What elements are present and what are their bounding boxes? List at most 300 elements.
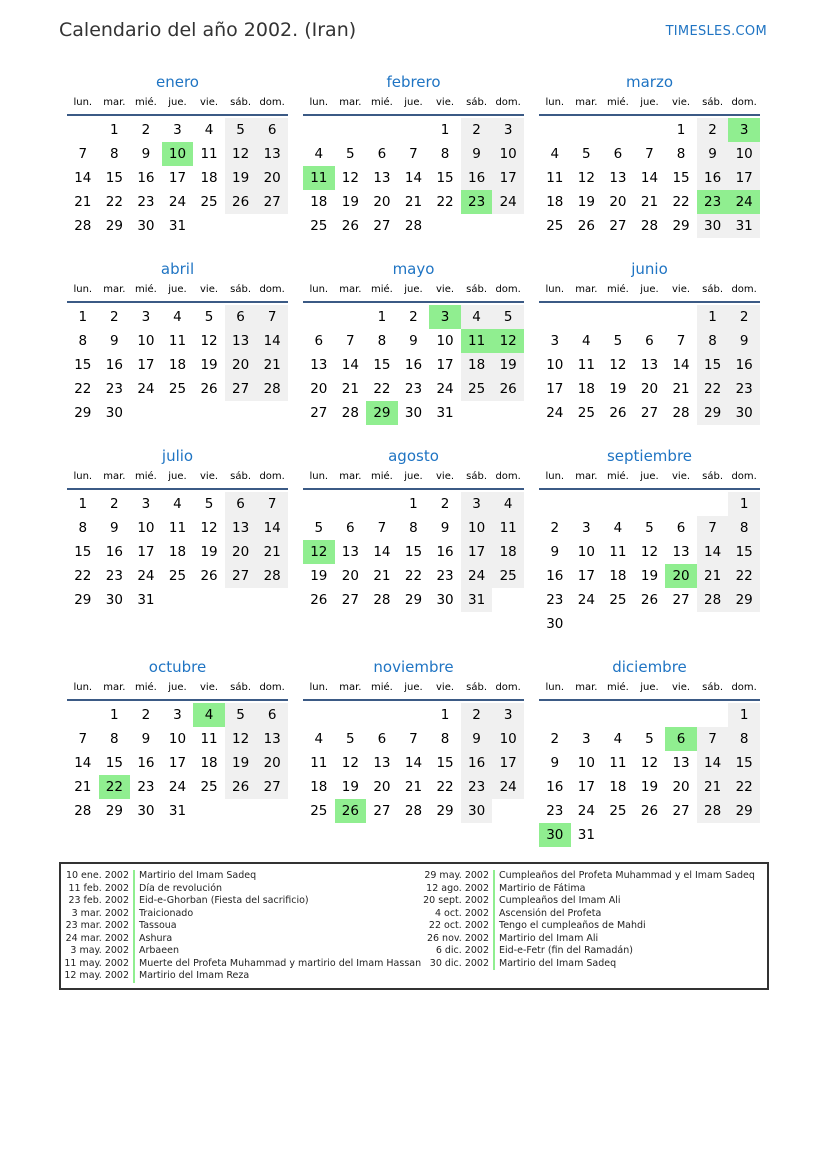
day-cell[interactable]: 29: [404, 592, 423, 608]
day-cell[interactable]: 6: [613, 146, 623, 162]
day-cell[interactable]: 16: [728, 353, 760, 377]
day-cell[interactable]: 7: [256, 492, 288, 516]
day-cell[interactable]: 17: [728, 166, 760, 190]
day-cell[interactable]: 19: [341, 194, 359, 210]
day-cell[interactable]: 12: [341, 755, 359, 771]
day-cell[interactable]: 2: [141, 707, 151, 723]
day-cell[interactable]: 27: [672, 803, 690, 819]
day-cell[interactable]: 5: [225, 703, 257, 727]
day-cell[interactable]: 16: [137, 170, 155, 186]
day-cell[interactable]: 13: [256, 727, 288, 751]
holiday-day-cell[interactable]: 30: [539, 823, 571, 847]
day-cell[interactable]: 11: [168, 520, 187, 536]
day-cell[interactable]: 18: [492, 540, 524, 564]
day-cell[interactable]: 5: [346, 731, 355, 747]
day-cell[interactable]: 25: [310, 803, 328, 819]
day-cell[interactable]: 7: [697, 516, 729, 540]
day-cell[interactable]: 14: [256, 329, 288, 353]
day-cell[interactable]: 13: [672, 755, 690, 771]
day-cell[interactable]: 19: [310, 568, 328, 584]
day-cell[interactable]: 30: [436, 592, 454, 608]
day-cell[interactable]: 8: [377, 333, 387, 349]
day-cell[interactable]: 21: [74, 779, 92, 795]
day-cell[interactable]: 15: [105, 170, 123, 186]
day-cell[interactable]: 22: [672, 194, 690, 210]
day-cell[interactable]: 6: [645, 333, 654, 349]
holiday-day-cell[interactable]: 24: [728, 190, 760, 214]
day-cell[interactable]: 24: [168, 194, 187, 210]
day-cell[interactable]: 3: [582, 520, 591, 536]
day-cell[interactable]: 25: [200, 194, 218, 210]
day-cell[interactable]: 2: [440, 496, 450, 512]
day-cell[interactable]: 26: [225, 190, 257, 214]
day-cell[interactable]: 2: [461, 703, 493, 727]
day-cell[interactable]: 26: [225, 775, 257, 799]
day-cell[interactable]: 7: [645, 146, 654, 162]
day-cell[interactable]: 3: [492, 703, 524, 727]
day-cell[interactable]: 11: [200, 731, 218, 747]
day-cell[interactable]: 15: [728, 540, 760, 564]
day-cell[interactable]: 15: [672, 170, 690, 186]
day-cell[interactable]: 21: [74, 194, 92, 210]
day-cell[interactable]: 14: [697, 751, 729, 775]
day-cell[interactable]: 18: [577, 381, 595, 397]
day-cell[interactable]: 19: [225, 751, 257, 775]
day-cell[interactable]: 12: [225, 727, 257, 751]
day-cell[interactable]: 8: [697, 329, 729, 353]
day-cell[interactable]: 17: [577, 568, 595, 584]
day-cell[interactable]: 16: [546, 568, 564, 584]
holiday-day-cell[interactable]: 26: [335, 799, 367, 823]
day-cell[interactable]: 28: [697, 588, 729, 612]
day-cell[interactable]: 10: [492, 727, 524, 751]
holiday-day-cell[interactable]: 4: [193, 703, 225, 727]
day-cell[interactable]: 1: [78, 309, 88, 325]
day-cell[interactable]: 14: [341, 357, 359, 373]
day-cell[interactable]: 15: [697, 353, 729, 377]
day-cell[interactable]: 28: [74, 803, 92, 819]
day-cell[interactable]: 25: [168, 381, 187, 397]
day-cell[interactable]: 5: [492, 305, 524, 329]
day-cell[interactable]: 18: [310, 779, 328, 795]
day-cell[interactable]: 13: [373, 170, 391, 186]
day-cell[interactable]: 30: [105, 405, 123, 421]
day-cell[interactable]: 4: [582, 333, 591, 349]
day-cell[interactable]: 22: [436, 779, 454, 795]
day-cell[interactable]: 16: [461, 166, 493, 190]
day-cell[interactable]: 21: [697, 564, 729, 588]
day-cell[interactable]: 24: [168, 779, 187, 795]
day-cell[interactable]: 31: [436, 405, 454, 421]
day-cell[interactable]: 3: [492, 118, 524, 142]
day-cell[interactable]: 19: [609, 381, 627, 397]
day-cell[interactable]: 9: [550, 755, 560, 771]
day-cell[interactable]: 25: [546, 218, 564, 234]
day-cell[interactable]: 3: [141, 496, 151, 512]
day-cell[interactable]: 4: [550, 146, 560, 162]
day-cell[interactable]: 10: [137, 520, 155, 536]
day-cell[interactable]: 23: [546, 592, 564, 608]
day-cell[interactable]: 22: [697, 377, 729, 401]
day-cell[interactable]: 20: [310, 381, 328, 397]
day-cell[interactable]: 8: [409, 520, 418, 536]
day-cell[interactable]: 21: [640, 194, 659, 210]
day-cell[interactable]: 19: [225, 166, 257, 190]
day-cell[interactable]: 24: [137, 381, 155, 397]
day-cell[interactable]: 10: [137, 333, 155, 349]
day-cell[interactable]: 21: [256, 353, 288, 377]
day-cell[interactable]: 24: [546, 405, 564, 421]
day-cell[interactable]: 12: [200, 520, 218, 536]
day-cell[interactable]: 6: [256, 118, 288, 142]
day-cell[interactable]: 30: [697, 214, 729, 238]
day-cell[interactable]: 4: [204, 122, 214, 138]
day-cell[interactable]: 5: [204, 309, 214, 325]
day-cell[interactable]: 22: [404, 568, 423, 584]
day-cell[interactable]: 31: [461, 588, 493, 612]
holiday-day-cell[interactable]: 22: [99, 775, 131, 799]
day-cell[interactable]: 28: [697, 799, 729, 823]
day-cell[interactable]: 11: [200, 146, 218, 162]
day-cell[interactable]: 20: [225, 353, 257, 377]
day-cell[interactable]: 9: [728, 329, 760, 353]
day-cell[interactable]: 8: [440, 731, 450, 747]
day-cell[interactable]: 25: [609, 803, 627, 819]
day-cell[interactable]: 9: [141, 731, 151, 747]
day-cell[interactable]: 3: [141, 309, 151, 325]
day-cell[interactable]: 1: [409, 496, 418, 512]
day-cell[interactable]: 18: [546, 194, 564, 210]
day-cell[interactable]: 9: [697, 142, 729, 166]
day-cell[interactable]: 11: [609, 544, 627, 560]
day-cell[interactable]: 1: [697, 305, 729, 329]
day-cell[interactable]: 27: [225, 377, 257, 401]
site-logo[interactable]: TIMESLES.COM: [665, 24, 767, 39]
day-cell[interactable]: 10: [461, 516, 493, 540]
day-cell[interactable]: 20: [225, 540, 257, 564]
day-cell[interactable]: 1: [440, 122, 450, 138]
day-cell[interactable]: 24: [461, 564, 493, 588]
day-cell[interactable]: 12: [609, 357, 627, 373]
day-cell[interactable]: 26: [200, 568, 218, 584]
day-cell[interactable]: 7: [78, 146, 88, 162]
day-cell[interactable]: 19: [341, 779, 359, 795]
day-cell[interactable]: 11: [577, 357, 595, 373]
day-cell[interactable]: 8: [728, 516, 760, 540]
day-cell[interactable]: 10: [436, 333, 454, 349]
day-cell[interactable]: 17: [137, 544, 155, 560]
day-cell[interactable]: 28: [404, 803, 423, 819]
day-cell[interactable]: 27: [609, 218, 627, 234]
day-cell[interactable]: 13: [341, 544, 359, 560]
day-cell[interactable]: 8: [676, 146, 686, 162]
day-cell[interactable]: 9: [141, 146, 151, 162]
day-cell[interactable]: 1: [110, 122, 119, 138]
day-cell[interactable]: 25: [461, 377, 493, 401]
day-cell[interactable]: 21: [672, 381, 690, 397]
day-cell[interactable]: 31: [137, 592, 155, 608]
day-cell[interactable]: 29: [672, 218, 690, 234]
day-cell[interactable]: 20: [373, 779, 391, 795]
day-cell[interactable]: 4: [613, 520, 623, 536]
day-cell[interactable]: 25: [577, 405, 595, 421]
day-cell[interactable]: 26: [640, 803, 659, 819]
day-cell[interactable]: 23: [105, 381, 123, 397]
day-cell[interactable]: 14: [256, 516, 288, 540]
day-cell[interactable]: 16: [105, 544, 123, 560]
day-cell[interactable]: 26: [492, 377, 524, 401]
day-cell[interactable]: 28: [74, 218, 92, 234]
day-cell[interactable]: 7: [697, 727, 729, 751]
day-cell[interactable]: 23: [137, 194, 155, 210]
day-cell[interactable]: 23: [461, 775, 493, 799]
day-cell[interactable]: 11: [492, 516, 524, 540]
day-cell[interactable]: 9: [461, 142, 493, 166]
day-cell[interactable]: 17: [577, 779, 595, 795]
day-cell[interactable]: 26: [577, 218, 595, 234]
day-cell[interactable]: 4: [173, 496, 182, 512]
day-cell[interactable]: 19: [200, 357, 218, 373]
day-cell[interactable]: 28: [404, 218, 423, 234]
day-cell[interactable]: 20: [373, 194, 391, 210]
day-cell[interactable]: 28: [373, 592, 391, 608]
day-cell[interactable]: 26: [200, 381, 218, 397]
day-cell[interactable]: 16: [404, 357, 423, 373]
day-cell[interactable]: 6: [256, 703, 288, 727]
day-cell[interactable]: 2: [461, 118, 493, 142]
day-cell[interactable]: 10: [168, 731, 187, 747]
day-cell[interactable]: 9: [110, 333, 119, 349]
day-cell[interactable]: 18: [200, 170, 218, 186]
day-cell[interactable]: 31: [728, 214, 760, 238]
day-cell[interactable]: 24: [577, 803, 595, 819]
day-cell[interactable]: 31: [577, 827, 595, 843]
day-cell[interactable]: 16: [436, 544, 454, 560]
day-cell[interactable]: 13: [672, 544, 690, 560]
day-cell[interactable]: 29: [105, 218, 123, 234]
day-cell[interactable]: 15: [74, 544, 92, 560]
day-cell[interactable]: 2: [110, 309, 119, 325]
day-cell[interactable]: 4: [461, 305, 493, 329]
day-cell[interactable]: 15: [404, 544, 423, 560]
day-cell[interactable]: 29: [728, 799, 760, 823]
day-cell[interactable]: 14: [404, 170, 423, 186]
day-cell[interactable]: 1: [676, 122, 686, 138]
day-cell[interactable]: 22: [728, 564, 760, 588]
day-cell[interactable]: 12: [577, 170, 595, 186]
day-cell[interactable]: 7: [409, 146, 418, 162]
day-cell[interactable]: 1: [728, 492, 760, 516]
day-cell[interactable]: 31: [168, 218, 187, 234]
day-cell[interactable]: 1: [728, 703, 760, 727]
day-cell[interactable]: 30: [728, 401, 760, 425]
day-cell[interactable]: 21: [404, 194, 423, 210]
day-cell[interactable]: 13: [640, 357, 659, 373]
day-cell[interactable]: 6: [377, 731, 387, 747]
day-cell[interactable]: 24: [492, 775, 524, 799]
day-cell[interactable]: 20: [341, 568, 359, 584]
day-cell[interactable]: 4: [314, 146, 324, 162]
day-cell[interactable]: 11: [609, 755, 627, 771]
day-cell[interactable]: 21: [373, 568, 391, 584]
day-cell[interactable]: 26: [640, 592, 659, 608]
day-cell[interactable]: 30: [137, 803, 155, 819]
day-cell[interactable]: 22: [436, 194, 454, 210]
day-cell[interactable]: 7: [78, 731, 88, 747]
day-cell[interactable]: 15: [436, 170, 454, 186]
day-cell[interactable]: 16: [546, 779, 564, 795]
day-cell[interactable]: 27: [256, 775, 288, 799]
day-cell[interactable]: 14: [373, 544, 391, 560]
day-cell[interactable]: 23: [436, 568, 454, 584]
day-cell[interactable]: 9: [440, 520, 450, 536]
holiday-day-cell[interactable]: 23: [461, 190, 493, 214]
day-cell[interactable]: 5: [204, 496, 214, 512]
day-cell[interactable]: 22: [105, 194, 123, 210]
day-cell[interactable]: 23: [728, 377, 760, 401]
day-cell[interactable]: 22: [74, 568, 92, 584]
day-cell[interactable]: 5: [645, 520, 654, 536]
day-cell[interactable]: 10: [546, 357, 564, 373]
day-cell[interactable]: 29: [105, 803, 123, 819]
holiday-day-cell[interactable]: 10: [162, 142, 194, 166]
day-cell[interactable]: 22: [373, 381, 391, 397]
day-cell[interactable]: 4: [492, 492, 524, 516]
day-cell[interactable]: 27: [341, 592, 359, 608]
day-cell[interactable]: 5: [613, 333, 623, 349]
day-cell[interactable]: 24: [436, 381, 454, 397]
day-cell[interactable]: 8: [110, 731, 119, 747]
day-cell[interactable]: 8: [440, 146, 450, 162]
day-cell[interactable]: 28: [256, 377, 288, 401]
day-cell[interactable]: 10: [728, 142, 760, 166]
day-cell[interactable]: 3: [173, 122, 182, 138]
day-cell[interactable]: 13: [609, 170, 627, 186]
holiday-day-cell[interactable]: 11: [303, 166, 335, 190]
day-cell[interactable]: 7: [409, 731, 418, 747]
day-cell[interactable]: 26: [341, 218, 359, 234]
day-cell[interactable]: 8: [110, 146, 119, 162]
day-cell[interactable]: 18: [168, 357, 187, 373]
day-cell[interactable]: 29: [436, 803, 454, 819]
day-cell[interactable]: 6: [377, 146, 387, 162]
day-cell[interactable]: 11: [546, 170, 564, 186]
day-cell[interactable]: 19: [200, 544, 218, 560]
day-cell[interactable]: 12: [225, 142, 257, 166]
day-cell[interactable]: 12: [640, 755, 659, 771]
day-cell[interactable]: 25: [609, 592, 627, 608]
day-cell[interactable]: 26: [609, 405, 627, 421]
day-cell[interactable]: 29: [728, 588, 760, 612]
day-cell[interactable]: 28: [341, 405, 359, 421]
day-cell[interactable]: 27: [640, 405, 659, 421]
day-cell[interactable]: 15: [373, 357, 391, 373]
day-cell[interactable]: 29: [697, 401, 729, 425]
day-cell[interactable]: 21: [256, 540, 288, 564]
day-cell[interactable]: 25: [168, 568, 187, 584]
day-cell[interactable]: 8: [728, 727, 760, 751]
day-cell[interactable]: 30: [137, 218, 155, 234]
day-cell[interactable]: 18: [168, 544, 187, 560]
day-cell[interactable]: 8: [78, 333, 88, 349]
day-cell[interactable]: 21: [341, 381, 359, 397]
day-cell[interactable]: 1: [440, 707, 450, 723]
day-cell[interactable]: 27: [256, 190, 288, 214]
day-cell[interactable]: 5: [645, 731, 654, 747]
day-cell[interactable]: 23: [137, 779, 155, 795]
day-cell[interactable]: 6: [314, 333, 324, 349]
day-cell[interactable]: 15: [74, 357, 92, 373]
day-cell[interactable]: 19: [640, 779, 659, 795]
day-cell[interactable]: 5: [314, 520, 324, 536]
day-cell[interactable]: 7: [377, 520, 387, 536]
day-cell[interactable]: 28: [256, 564, 288, 588]
day-cell[interactable]: 9: [550, 544, 560, 560]
day-cell[interactable]: 17: [492, 166, 524, 190]
day-cell[interactable]: 2: [550, 520, 560, 536]
day-cell[interactable]: 20: [256, 751, 288, 775]
day-cell[interactable]: 20: [672, 779, 690, 795]
day-cell[interactable]: 24: [492, 190, 524, 214]
day-cell[interactable]: 5: [346, 146, 355, 162]
day-cell[interactable]: 29: [74, 405, 92, 421]
day-cell[interactable]: 12: [200, 333, 218, 349]
day-cell[interactable]: 27: [310, 405, 328, 421]
day-cell[interactable]: 16: [461, 751, 493, 775]
day-cell[interactable]: 27: [373, 218, 391, 234]
day-cell[interactable]: 25: [200, 779, 218, 795]
holiday-day-cell[interactable]: 12: [492, 329, 524, 353]
day-cell[interactable]: 26: [310, 592, 328, 608]
day-cell[interactable]: 28: [640, 218, 659, 234]
day-cell[interactable]: 30: [404, 405, 423, 421]
day-cell[interactable]: 1: [78, 496, 88, 512]
day-cell[interactable]: 19: [492, 353, 524, 377]
day-cell[interactable]: 17: [492, 751, 524, 775]
day-cell[interactable]: 21: [697, 775, 729, 799]
day-cell[interactable]: 20: [256, 166, 288, 190]
day-cell[interactable]: 23: [546, 803, 564, 819]
day-cell[interactable]: 13: [373, 755, 391, 771]
holiday-day-cell[interactable]: 3: [429, 305, 461, 329]
holiday-day-cell[interactable]: 12: [303, 540, 335, 564]
day-cell[interactable]: 22: [74, 381, 92, 397]
day-cell[interactable]: 30: [546, 616, 564, 632]
day-cell[interactable]: 5: [582, 146, 591, 162]
day-cell[interactable]: 13: [256, 142, 288, 166]
day-cell[interactable]: 19: [640, 568, 659, 584]
day-cell[interactable]: 4: [613, 731, 623, 747]
day-cell[interactable]: 30: [105, 592, 123, 608]
day-cell[interactable]: 21: [404, 779, 423, 795]
day-cell[interactable]: 11: [168, 333, 187, 349]
day-cell[interactable]: 2: [141, 122, 151, 138]
day-cell[interactable]: 5: [225, 118, 257, 142]
day-cell[interactable]: 28: [672, 405, 690, 421]
day-cell[interactable]: 12: [341, 170, 359, 186]
day-cell[interactable]: 16: [137, 755, 155, 771]
day-cell[interactable]: 4: [173, 309, 182, 325]
day-cell[interactable]: 23: [105, 568, 123, 584]
day-cell[interactable]: 24: [577, 592, 595, 608]
day-cell[interactable]: 15: [436, 755, 454, 771]
day-cell[interactable]: 9: [461, 727, 493, 751]
day-cell[interactable]: 7: [256, 305, 288, 329]
day-cell[interactable]: 14: [404, 755, 423, 771]
day-cell[interactable]: 25: [492, 564, 524, 588]
day-cell[interactable]: 1: [377, 309, 387, 325]
day-cell[interactable]: 6: [225, 492, 257, 516]
